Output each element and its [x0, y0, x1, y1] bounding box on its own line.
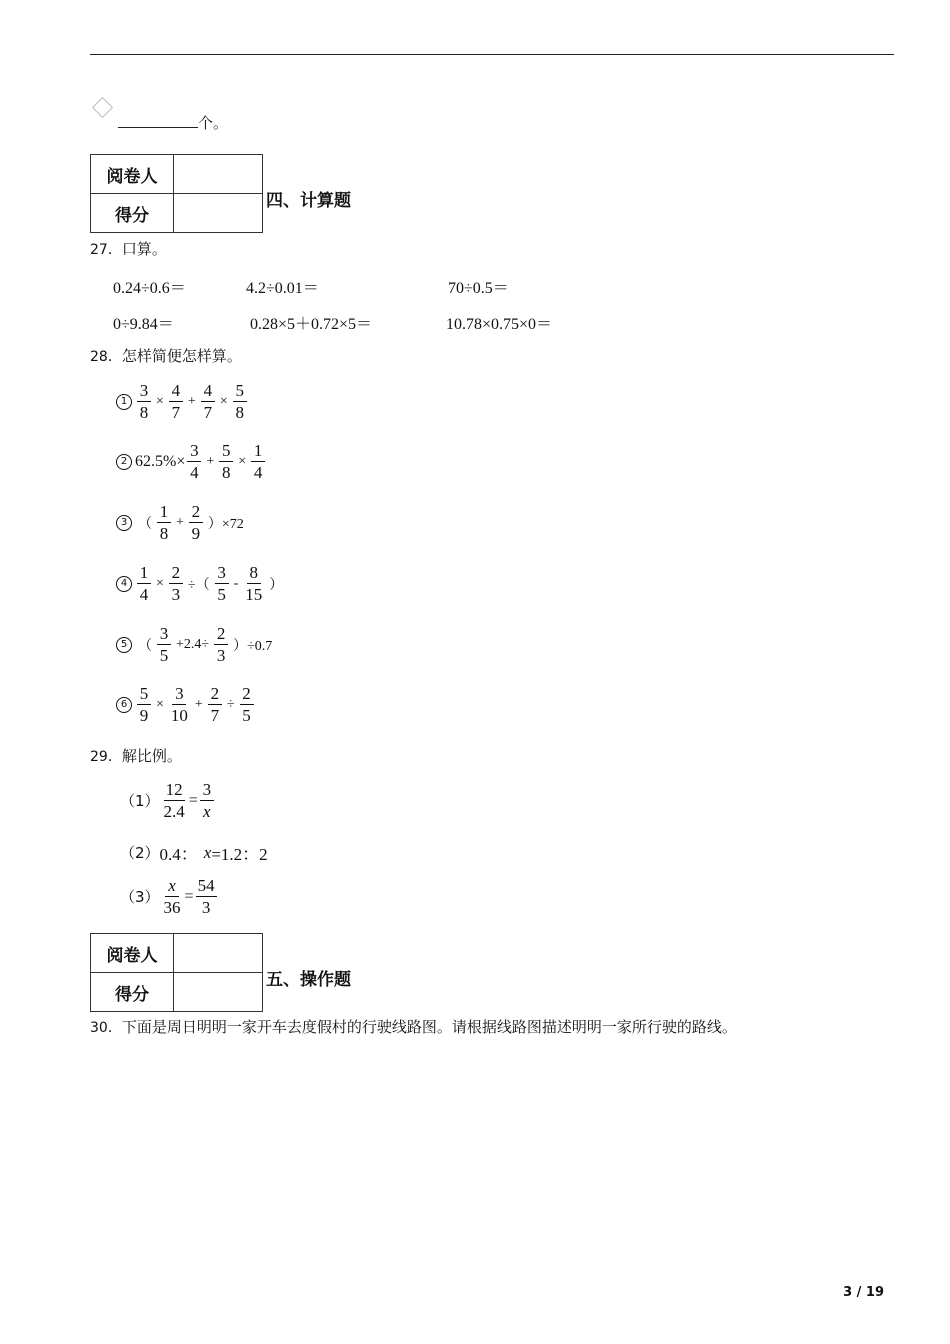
score-label: 得分 — [91, 194, 174, 233]
fraction: $\frac{3}{5}$ — [215, 563, 229, 604]
fraction: $\frac{1}{8}$ — [157, 502, 171, 543]
circled-number-6: 6 — [116, 697, 132, 713]
section-4-title: 四、计算题 — [266, 191, 351, 211]
fraction: $\frac{x}{36}$ — [163, 876, 181, 917]
fraction: $\frac{54}{3}$ — [197, 876, 215, 917]
diamond-icon — [92, 97, 113, 118]
reviewer-field[interactable] — [174, 155, 263, 194]
fraction: $\frac{2}{7}$ — [208, 684, 222, 725]
section-5-title: 五、操作题 — [266, 970, 351, 990]
circled-number-4: 4 — [116, 576, 132, 592]
score-table-1 — [90, 154, 263, 233]
score-field[interactable] — [174, 194, 263, 233]
reviewer-label: 阅卷人 — [91, 155, 174, 194]
fraction: $\frac{2}{3}$ — [169, 563, 183, 604]
fraction: $\frac{8}{15}$ — [245, 563, 263, 604]
reviewer-label: 阅卷人 — [91, 934, 174, 973]
fraction: $\frac{3}{10}$ — [170, 684, 188, 725]
q28-heading: 28．怎样简便怎样算。 — [90, 347, 242, 365]
q30-text: 30．下面是周日明明一家开车去度假村的行驶线路图。请根据线路图描述明明一家所行驶的路线。 — [90, 1018, 737, 1036]
top-answer-line — [118, 112, 228, 133]
q29-problem-1: （1） $\frac{12}{2.4}$ = $\frac{3}{x}$ — [120, 780, 216, 821]
q29-problem-2: （2） 0.4： x =1.2：2 — [120, 842, 268, 864]
q28-problem-6: 6 $\frac{5}{9}$ × $\frac{3}{10}$ + $\frac{2}{7}$ ÷ $\frac{2}{5}$ — [116, 684, 256, 725]
score-label: 得分 — [91, 973, 174, 1012]
fraction: $\frac{4}{7}$ — [201, 381, 215, 422]
q27-item-5: 0.28×5＋0.72×5＝ — [250, 316, 373, 333]
fraction: $\frac{3}{4}$ — [187, 441, 201, 482]
fraction: $\frac{3}{8}$ — [137, 381, 151, 422]
q27-item-6: 10.78×0.75×0＝ — [446, 316, 553, 333]
q27-item-1: 0.24÷0.6＝ — [113, 280, 186, 297]
page-number: 3 / 19 — [843, 1285, 884, 1300]
fraction: $\frac{2}{3}$ — [214, 624, 228, 665]
circled-number-2: 2 — [116, 454, 132, 470]
q28-problem-5: 5 （ $\frac{3}{5}$ +2.4÷ $\frac{2}{3}$ ）÷0.7 — [116, 624, 275, 665]
fraction: $\frac{2}{9}$ — [189, 502, 203, 543]
q28-problem-3: 3 （ $\frac{1}{8}$ + $\frac{2}{9}$ ）×72 — [116, 502, 247, 543]
q27-item-4: 0÷9.84＝ — [113, 316, 174, 333]
circled-number-3: 3 — [116, 515, 132, 531]
header-rule — [90, 54, 894, 55]
q28-problem-4: 4 $\frac{1}{4}$ × $\frac{2}{3}$ ÷（ $\frac{3}{5}$ - $\frac{8}{15}$ ） — [116, 563, 286, 604]
circled-number-5: 5 — [116, 637, 132, 653]
fraction: $\frac{5}{9}$ — [137, 684, 151, 725]
score-field[interactable] — [174, 973, 263, 1012]
reviewer-field[interactable] — [174, 934, 263, 973]
fraction: $\frac{5}{8}$ — [219, 441, 233, 482]
fraction: $\frac{3}{5}$ — [157, 624, 171, 665]
fraction: $\frac{12}{2.4}$ — [163, 780, 185, 821]
fraction: $\frac{3}{x}$ — [200, 780, 214, 821]
q29-heading: 29．解比例。 — [90, 747, 182, 765]
fraction: $\frac{4}{7}$ — [169, 381, 183, 422]
fraction: $\frac{1}{4}$ — [251, 441, 265, 482]
top-suffix: 个。 — [198, 114, 229, 132]
answer-blank[interactable] — [118, 113, 198, 128]
fraction: $\frac{2}{5}$ — [240, 684, 254, 725]
q28-problem-2: 2 62.5%× $\frac{3}{4}$ + $\frac{5}{8}$ × $\frac{1}{4}$ — [116, 441, 267, 482]
q28-problem-1: 1 $\frac{3}{8}$ × $\frac{4}{7}$ + $\frac{4}{7}$ × $\frac{5}{8}$ — [116, 381, 249, 422]
q29-problem-3: （3） $\frac{x}{36}$ = $\frac{54}{3}$ — [120, 876, 215, 917]
fraction: $\frac{5}{8}$ — [233, 381, 247, 422]
fraction: $\frac{1}{4}$ — [137, 563, 151, 604]
score-table-2 — [90, 933, 263, 1012]
q27-heading: 27．口算。 — [90, 240, 167, 258]
circled-number-1: 1 — [116, 394, 132, 410]
q27-item-3: 70÷0.5＝ — [448, 280, 509, 297]
q27-item-2: 4.2÷0.01＝ — [246, 280, 319, 297]
